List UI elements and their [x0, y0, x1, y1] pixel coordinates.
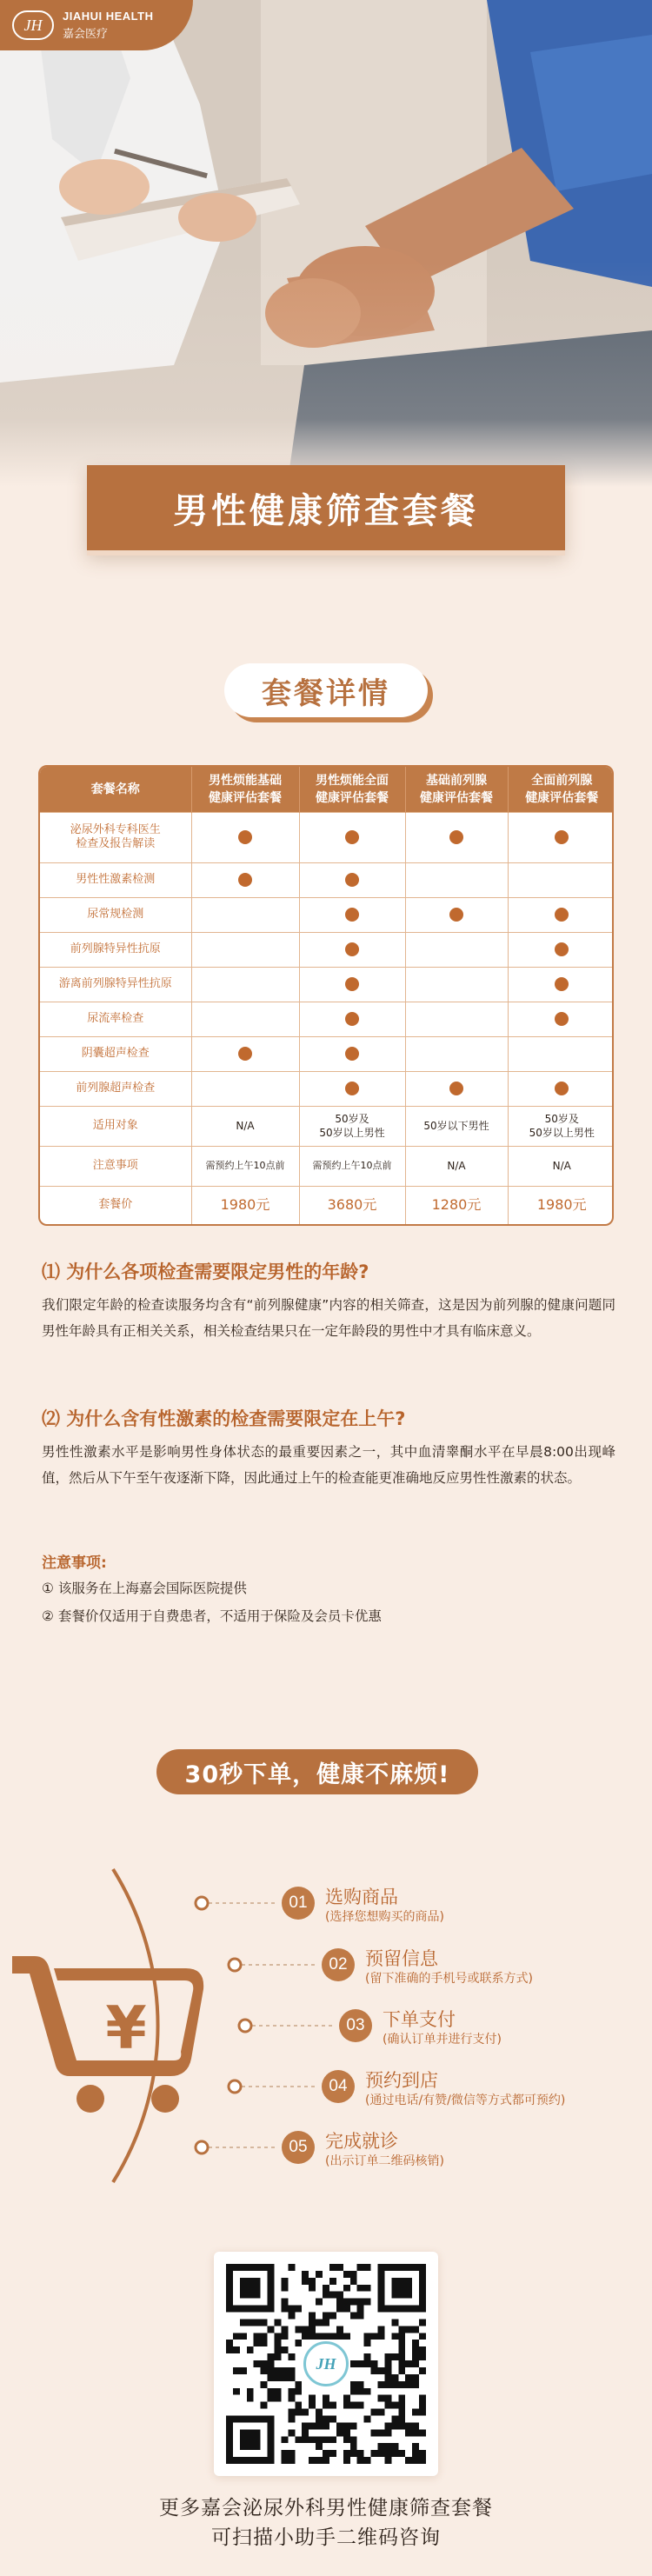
footer-line: 可扫描小助手二维码咨询 — [211, 2526, 441, 2549]
qr-center-logo: JH — [303, 2341, 349, 2386]
price-cell: 1980元 — [191, 1186, 299, 1224]
table-row — [40, 862, 614, 897]
table-cell — [191, 932, 299, 967]
page-title: 男性健康筛查套餐 — [87, 465, 565, 550]
row-label: 注意事项 — [40, 1146, 191, 1186]
faq-question: ⑵ 为什么含有性激素的检查需要限定在上午? — [42, 1408, 406, 1429]
included-dot-icon — [555, 1082, 569, 1095]
included-dot-icon — [449, 830, 463, 844]
table-header: 基础前列腺 健康评估套餐 — [405, 767, 508, 812]
step-subtitle: (选择您想购买的商品) — [325, 1910, 444, 1924]
table-cell — [405, 1002, 508, 1036]
table-cell — [191, 967, 299, 1002]
table-cell — [508, 812, 614, 862]
faq-answer: 我们限定年龄的检查读服务均含有“前列腺健康”内容的相关筛查，这是因为前列腺的健康问题同男性年龄具有正相关关系，相关检查结果只在一定年龄段的男性中才具有临床意义。 — [42, 1297, 615, 1339]
table-cell — [405, 1036, 508, 1071]
row-label: 前列腺特异性抗原 — [40, 932, 191, 967]
included-dot-icon — [555, 977, 569, 991]
included-dot-icon — [555, 942, 569, 956]
table-cell — [405, 1071, 508, 1106]
table-cell — [299, 862, 405, 897]
step-title: 预约到店 — [365, 2070, 438, 2091]
footer-text — [0, 2493, 652, 2553]
included-dot-icon — [345, 1082, 359, 1095]
qr-code[interactable] — [214, 2252, 438, 2476]
row-label: 游离前列腺特异性抗原 — [40, 967, 191, 1002]
included-dot-icon — [555, 908, 569, 922]
table-row-target — [40, 1106, 614, 1146]
table-cell — [405, 812, 508, 862]
included-dot-icon — [345, 873, 359, 887]
table-cell: N/A — [191, 1106, 299, 1146]
included-dot-icon — [555, 830, 569, 844]
table-cell — [508, 862, 614, 897]
step-subtitle: (确认订单并进行支付) — [383, 2033, 502, 2047]
included-dot-icon — [449, 1082, 463, 1095]
table-row — [40, 897, 614, 932]
table-cell — [191, 1002, 299, 1036]
notes-item: ② 套餐价仅适用于自费患者，不适用于保险及会员卡优惠 — [42, 1608, 382, 1624]
row-label: 泌尿外科专科医生 检查及报告解读 — [40, 812, 191, 862]
step-subtitle: (出示订单二维码核销) — [325, 2154, 444, 2168]
row-label: 男性性激素检测 — [40, 862, 191, 897]
row-label: 尿常规检测 — [40, 897, 191, 932]
table-cell — [405, 932, 508, 967]
step-title: 下单支付 — [383, 2009, 456, 2030]
table-cell — [508, 932, 614, 967]
table-cell — [299, 812, 405, 862]
step-title: 完成就诊 — [325, 2131, 398, 2152]
table-cell: 需预约上午10点前 — [191, 1146, 299, 1186]
included-dot-icon — [345, 977, 359, 991]
table-cell — [405, 862, 508, 897]
table-cell — [299, 1036, 405, 1071]
step-title: 选购商品 — [325, 1887, 398, 1907]
footer-line: 更多嘉会泌尿外科男性健康筛查套餐 — [159, 2497, 493, 2519]
row-label: 阴囊超声检查 — [40, 1036, 191, 1071]
row-label: 尿流率检查 — [40, 1002, 191, 1036]
step-subtitle: (留下准确的手机号或联系方式) — [365, 1972, 533, 1986]
table-cell — [405, 897, 508, 932]
hero-photo — [0, 0, 652, 487]
included-dot-icon — [238, 1047, 252, 1061]
table-cell — [405, 967, 508, 1002]
table-cell — [299, 932, 405, 967]
step-number: 01 — [282, 1887, 315, 1920]
step-subtitle: (通过电话/有赞/微信等方式都可预约) — [365, 2093, 566, 2107]
cart-currency-icon: ¥ — [105, 1994, 147, 2063]
brand-name-en: JIAHUI HEALTH — [63, 10, 154, 23]
table-cell — [191, 897, 299, 932]
notes-item: ① 该服务在上海嘉会国际医院提供 — [42, 1581, 247, 1596]
flow-nodes — [196, 1897, 251, 2153]
notes-section — [42, 1552, 615, 1630]
step-number: 02 — [322, 1948, 355, 1981]
table-header: 男性烦能基础 健康评估套餐 — [191, 767, 299, 812]
order-cta-banner: 30秒下单，健康不麻烦! — [156, 1749, 478, 1794]
table-header: 男性烦能全面 健康评估套餐 — [299, 767, 405, 812]
table-cell — [508, 897, 614, 932]
table-cell: 需预约上午10点前 — [299, 1146, 405, 1186]
table-cell — [299, 967, 405, 1002]
included-dot-icon — [449, 908, 463, 922]
table-cell: 50岁以下男性 — [405, 1106, 508, 1146]
order-step — [282, 2131, 444, 2171]
table-row — [40, 932, 614, 967]
hero-banner — [0, 0, 652, 487]
row-label: 前列腺超声检查 — [40, 1071, 191, 1106]
notes-title: 注意事项: — [42, 1554, 107, 1572]
included-dot-icon — [345, 830, 359, 844]
faq-question: ⑴ 为什么各项检查需要限定男性的年龄? — [42, 1261, 369, 1282]
table-header-row — [40, 767, 614, 812]
brand-mark-icon: JH — [12, 10, 54, 40]
table-cell: N/A — [405, 1146, 508, 1186]
table-cell: 50岁及 50岁以上男性 — [508, 1106, 614, 1146]
table-row — [40, 1036, 614, 1071]
package-table — [38, 765, 614, 1226]
table-cell — [508, 967, 614, 1002]
flow-connectors — [202, 1903, 334, 2147]
order-step — [282, 1887, 444, 1927]
included-dot-icon — [555, 1012, 569, 1026]
table-header: 套餐名称 — [40, 767, 191, 812]
step-number: 03 — [339, 2009, 372, 2042]
table-header: 全面前列腺 健康评估套餐 — [508, 767, 614, 812]
included-dot-icon — [345, 942, 359, 956]
table-cell — [191, 1071, 299, 1106]
step-number: 04 — [322, 2070, 355, 2103]
table-row-price — [40, 1186, 614, 1224]
brand-name-cn: 嘉会医疗 — [63, 28, 109, 41]
price-cell: 3680元 — [299, 1186, 405, 1224]
table-row — [40, 967, 614, 1002]
row-label: 适用对象 — [40, 1106, 191, 1146]
table-cell — [508, 1002, 614, 1036]
included-dot-icon — [345, 1012, 359, 1026]
step-number: 05 — [282, 2131, 315, 2164]
table-cell — [299, 897, 405, 932]
price-cell: 1280元 — [405, 1186, 508, 1224]
included-dot-icon — [345, 908, 359, 922]
table-cell — [191, 862, 299, 897]
table-row — [40, 812, 614, 862]
brand-logo — [0, 0, 193, 50]
table-cell — [508, 1071, 614, 1106]
section-title-details: 套餐详情 — [224, 663, 428, 717]
table-cell: N/A — [508, 1146, 614, 1186]
table-cell — [191, 812, 299, 862]
order-step — [322, 1948, 533, 1988]
table-row — [40, 1002, 614, 1036]
table-row — [40, 1071, 614, 1106]
faq-answer: 男性性激素水平是影响男性身体状态的最重要因素之一，其中血清睾酮水平在早晨8:00出现峰值，然后从下午至午夜逐渐下降，因此通过上午的检查能更准确地反应男性性激素的状态。 — [42, 1444, 615, 1486]
price-cell: 1980元 — [508, 1186, 614, 1224]
step-title: 预留信息 — [365, 1948, 438, 1969]
faq-item — [42, 1406, 615, 1491]
table-row-notes — [40, 1146, 614, 1186]
included-dot-icon — [238, 830, 252, 844]
table-cell — [508, 1036, 614, 1071]
table-cell — [299, 1071, 405, 1106]
row-label: 套餐价 — [40, 1186, 191, 1224]
table-cell: 50岁及 50岁以上男性 — [299, 1106, 405, 1146]
included-dot-icon — [345, 1047, 359, 1061]
order-step — [339, 2009, 502, 2049]
faq-item — [42, 1259, 615, 1344]
table-cell — [191, 1036, 299, 1071]
table-cell — [299, 1002, 405, 1036]
included-dot-icon — [238, 873, 252, 887]
order-step — [322, 2070, 565, 2110]
brand-text — [63, 10, 153, 41]
